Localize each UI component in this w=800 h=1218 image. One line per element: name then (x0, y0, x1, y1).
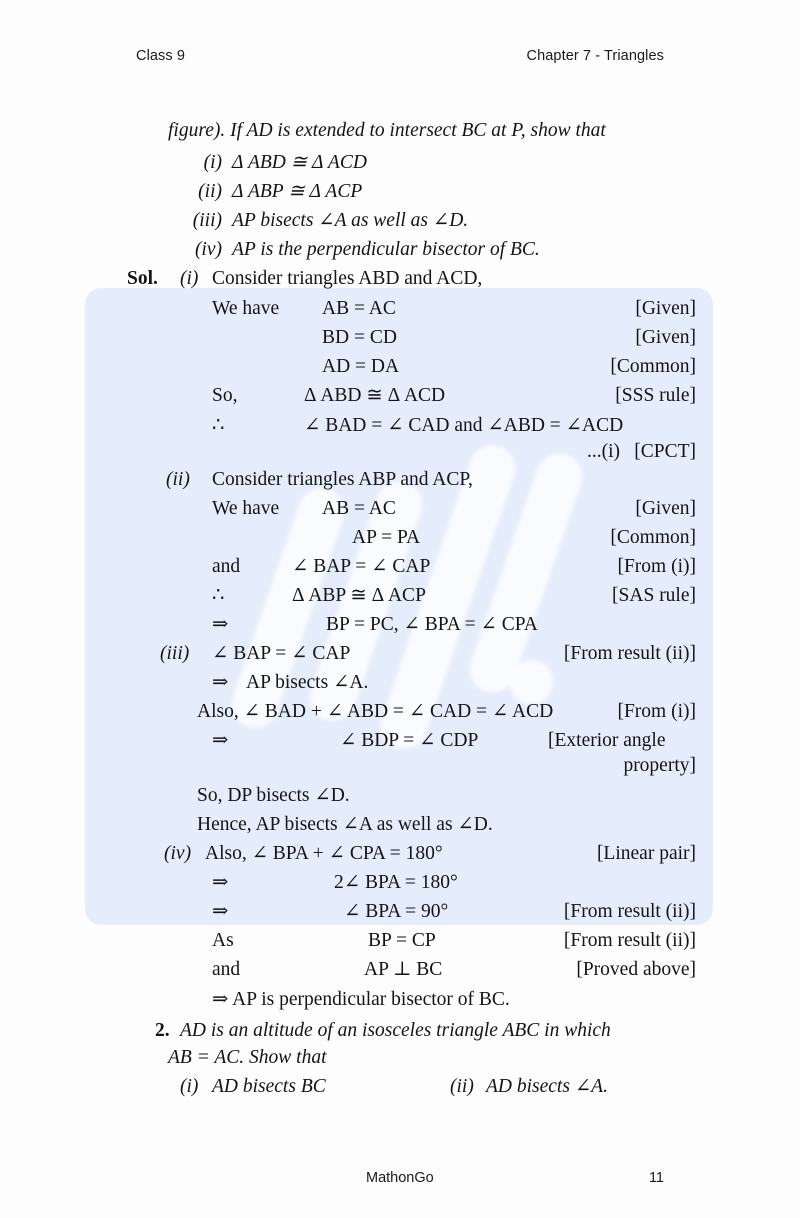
row-lead: We have (212, 298, 280, 319)
row-statement: BP = CP (368, 930, 436, 951)
row-statement: ∠ BDP = ∠ CDP (340, 730, 479, 751)
row-lead: ⇒ (212, 901, 229, 922)
row-statement: Δ ABP ≅ Δ ACP (292, 585, 426, 606)
row-statement: Also, ∠ BAD + ∠ ABD = ∠ CAD = ∠ ACD (197, 701, 554, 722)
row-reason: [Common] (610, 356, 696, 377)
solution-part-i-heading: Consider triangles ABD and ACD, (212, 268, 483, 289)
running-head-left: Class 9 (136, 48, 186, 64)
q1-part-text-iv: AP is the perpendicular bisector of BC. (232, 239, 540, 260)
row-lead: ⇒ (212, 730, 229, 751)
row-reason: [Linear pair] (596, 843, 696, 864)
row-statement: ∠ BAP = ∠ CAP (292, 556, 431, 577)
row-statement: AP bisects ∠A. (246, 672, 369, 693)
row-reason: [From result (ii)] (563, 930, 696, 951)
row-reason: [From result (ii)] (563, 643, 696, 664)
q1-part-marker-iii: (iii) (192, 210, 222, 231)
row-reason: [Given] (635, 327, 696, 348)
question-2-number: 2. (155, 1020, 170, 1041)
row-statement: ∠ BAD = ∠ CAD and ∠ABD = ∠ACD (304, 415, 624, 436)
row-statement: AP = PA (352, 527, 421, 548)
row-statement: AD = DA (322, 356, 400, 377)
row-statement: ∠ BPA = 90° (344, 901, 449, 922)
row-reason: [SAS rule] (612, 585, 696, 606)
q2-part-marker-ii: (ii) (450, 1076, 474, 1097)
row-reason: [From (i)] (617, 701, 696, 722)
row-lead: ⇒ (212, 614, 229, 635)
row-reason: [Given] (635, 498, 696, 519)
solution-part-iii-marker: (iii) (160, 643, 190, 664)
row-lead: ∴ (212, 415, 225, 436)
row-lead: As (212, 930, 234, 951)
row-lead: We have (212, 498, 280, 519)
solution-part-i-marker: (i) (180, 268, 199, 289)
row-lead: and (212, 959, 241, 980)
reference-tag: ...(i) (586, 441, 620, 462)
q1-part-text-ii: Δ ABP ≅ Δ ACP (232, 181, 363, 202)
q1-part-text-i: Δ ABD ≅ Δ ACD (232, 152, 367, 173)
solution-part-ii-heading: Consider triangles ABP and ACP, (212, 469, 473, 490)
row-statement: 2∠ BPA = 180° (334, 872, 458, 893)
reason-continuation: property] (623, 755, 696, 776)
footer-brand: MathonGo (366, 1170, 434, 1186)
row-statement: Δ ABD ≅ Δ ACD (304, 385, 446, 406)
row-statement: AP ⊥ BC (364, 959, 443, 980)
running-head-right: Chapter 7 - Triangles (526, 48, 664, 64)
footer-page-number: 11 (648, 1170, 664, 1186)
q2-part-text-i: AD bisects BC (212, 1076, 326, 1097)
row-lead: ∴ (212, 585, 225, 606)
question-2-line-1: AD is an altitude of an isosceles triangle ABC in which (180, 1020, 611, 1041)
row-lead: ⇒ (212, 872, 229, 893)
row-reason: [From (i)] (617, 556, 696, 577)
row-reason: [Given] (635, 298, 696, 319)
solution-conclusion: ⇒ AP is perpendicular bisector of BC. (212, 989, 510, 1010)
closing-line: Hence, AP bisects ∠A as well as ∠D. (197, 814, 493, 835)
row-reason: [Exterior angle (548, 730, 666, 751)
solution-part-ii-marker: (ii) (166, 469, 190, 490)
row-reason: [Proved above] (576, 959, 696, 980)
closing-line: So, DP bisects ∠D. (197, 785, 350, 806)
q2-part-text-ii: AD bisects ∠A. (486, 1076, 608, 1097)
solution-part-iv-marker: (iv) (164, 843, 192, 864)
row-reason: [CPCT] (634, 441, 696, 462)
q2-part-marker-i: (i) (180, 1076, 199, 1097)
solution-label: Sol. (127, 268, 158, 289)
row-statement: BD = CD (322, 327, 397, 348)
row-lead: So, (212, 385, 238, 406)
question-2-line-2: AB = AC. Show that (168, 1047, 327, 1068)
row-statement: BP = PC, ∠ BPA = ∠ CPA (326, 614, 538, 635)
q1-part-marker-i: (i) (203, 152, 222, 173)
question-1-stem: figure). If AD is extended to intersect BC at P, show that (168, 120, 606, 141)
row-lead: ⇒ (212, 672, 229, 693)
row-lead: and (212, 556, 241, 577)
row-statement: Also, ∠ BPA + ∠ CPA = 180° (205, 843, 443, 864)
q1-part-marker-iv: (iv) (194, 239, 222, 260)
row-reason: [From result (ii)] (563, 901, 696, 922)
row-statement: AB = AC (322, 498, 396, 519)
row-statement: ∠ BAP = ∠ CAP (212, 643, 351, 664)
q1-part-text-iii: AP bisects ∠A as well as ∠D. (232, 210, 469, 231)
row-reason: [Common] (610, 527, 696, 548)
q1-part-marker-ii: (ii) (198, 181, 222, 202)
row-reason: [SSS rule] (615, 385, 696, 406)
row-statement: AB = AC (322, 298, 396, 319)
